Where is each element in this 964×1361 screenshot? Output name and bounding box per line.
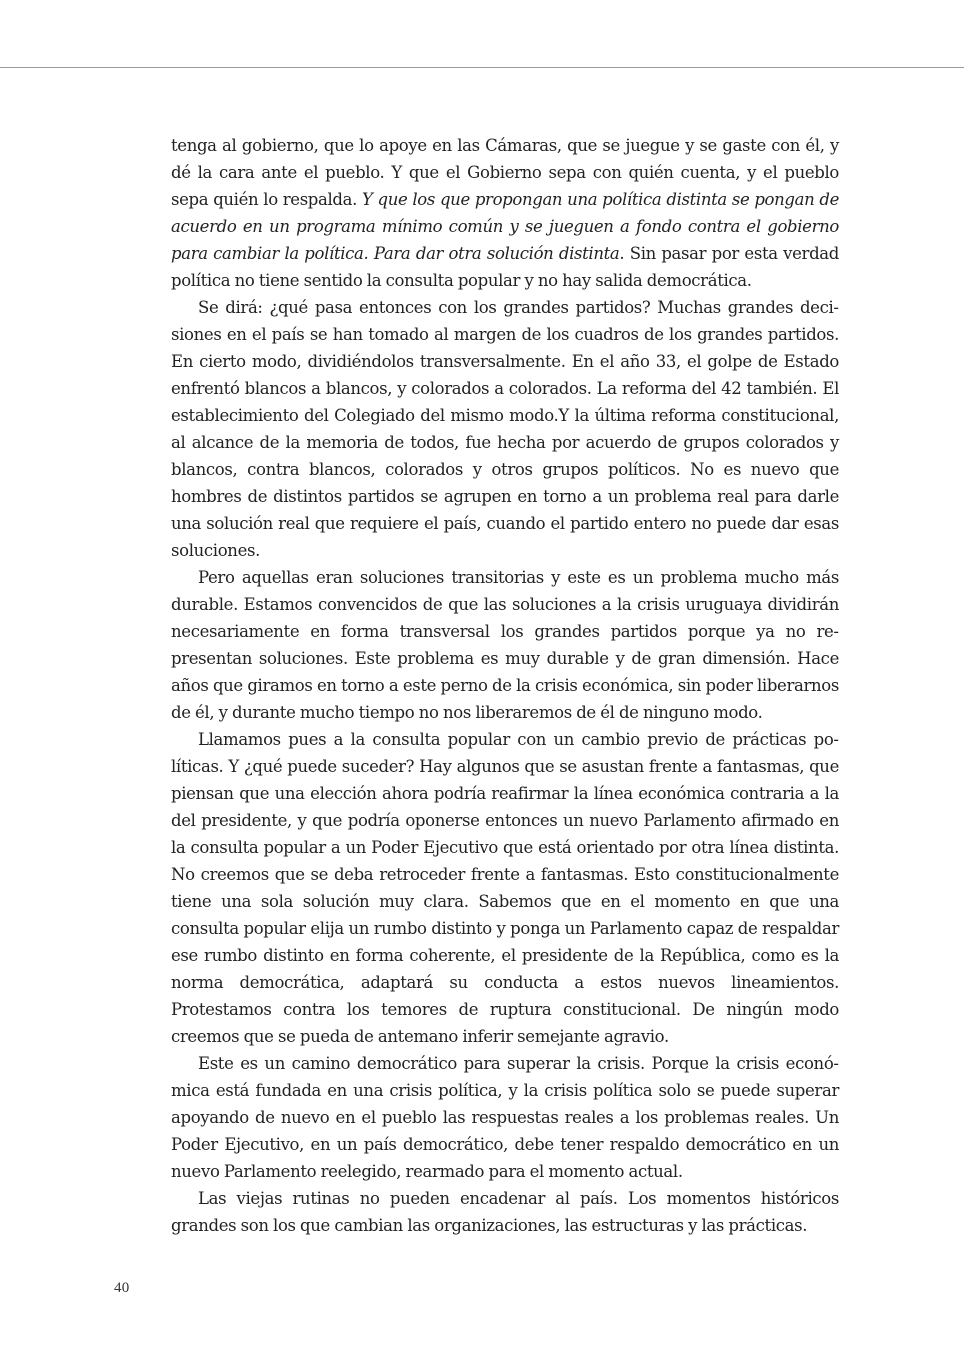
- paragraph: [171, 132, 839, 294]
- paragraph: [171, 294, 839, 564]
- paragraph-text: Este es un camino democrático para superar la crisis. Porque la crisis económica está fundada en una crisis política, y la crisis política solo se puede superar apoyando de nuevo en el pueblo las respuestas reales a los problemas reales. Un Poder Ejecutivo, en un país democrático, debe tener respaldo democrático en un nuevo Parlamento reelegido, rearmado para el momento actual.: [171, 1054, 839, 1181]
- paragraph: [171, 564, 839, 726]
- paragraph-text: tenga al gobierno, que lo apoye en las Cámaras, que se juegue y se gaste con él, y dé la cara ante el pueblo. Y que el Gobierno sepa con quién cuenta, y el pueblo sepa quién lo respalda.: [171, 136, 839, 209]
- paragraph-text: Se dirá: ¿qué pasa entonces con los grandes partidos? Muchas grandes decisiones en el país se han tomado al margen de los cuadros de los grandes partidos. En cierto modo, dividiéndolos transversalmente. En el año 33, el golpe de Estado enfrentó blancos a blancos, y colorados a colorados. La reforma del 42 también. El establecimiento del Colegiado del mismo modo.Y la última reforma constitucional, al alcance de la memoria de todos, fue hecha por acuerdo de grupos colorados y blancos, contra blancos, colorados y otros grupos políticos. No es nuevo que hombres de distintos partidos se agrupen en torno a un problema real para darle una solución real que requiere el país, cuando el partido entero no puede dar esas soluciones.: [171, 298, 839, 560]
- body-text: [171, 132, 839, 1239]
- paragraph: [171, 1050, 839, 1185]
- header-rule: [0, 67, 964, 68]
- page-number: 40: [114, 1280, 130, 1296]
- paragraph-text: . Sin pasar por esta verdad política no tiene sentido la consulta popular y no hay salida democrática.: [171, 244, 839, 290]
- paragraph: [171, 1185, 839, 1239]
- paragraph-text: Las viejas rutinas no pueden encadenar al país. Los momentos históricos grandes son los que cambian las organizaciones, las estructuras y las prácticas.: [171, 1189, 839, 1235]
- paragraph: [171, 726, 839, 1050]
- paragraph-text: Pero aquellas eran soluciones transitorias y este es un problema mucho más durable. Estamos convencidos de que las soluciones a la crisis uruguaya dividirán necesariamente en forma transversal los grandes partidos porque ya no representan soluciones. Este problema es muy durable y de gran dimensión. Hace años que giramos en torno a este perno de la crisis económica, sin poder liberarnos de él, y durante mucho tiempo no nos liberaremos de él de ninguno modo.: [171, 568, 839, 722]
- paragraph-text: Llamamos pues a la consulta popular con un cambio previo de prácticas políticas. Y ¿qué puede suceder? Hay algunos que se asustan frente a fantasmas, que piensan que una elección ahora podría reafirmar la línea económica contraria a la del presidente, y que podría oponerse entonces un nuevo Parlamento afirmado en la consulta popular a un Poder Ejecutivo que está orientado por otra línea distinta. No creemos que se deba retroceder frente a fantasmas. Esto constitucionalmente tiene una sola solución muy clara. Sabemos que en el momento en que una consulta popular elija un rumbo distinto y ponga un Parlamento capaz de respaldar ese rumbo distinto en forma coherente, el presidente de la República, como es la norma democrática, adaptará su conducta a estos nuevos lineamientos. Protestamos contra los temores de ruptura constitucional. De ningún modo creemos que se pueda de antemano inferir semejante agravio.: [171, 730, 839, 1046]
- italic-text: Y que los que propongan una política distinta se pongan de acuerdo en un programa mínimo común y se jueguen a fondo contra el gobierno para cambiar la política. Para dar otra solución distinta: [171, 190, 839, 263]
